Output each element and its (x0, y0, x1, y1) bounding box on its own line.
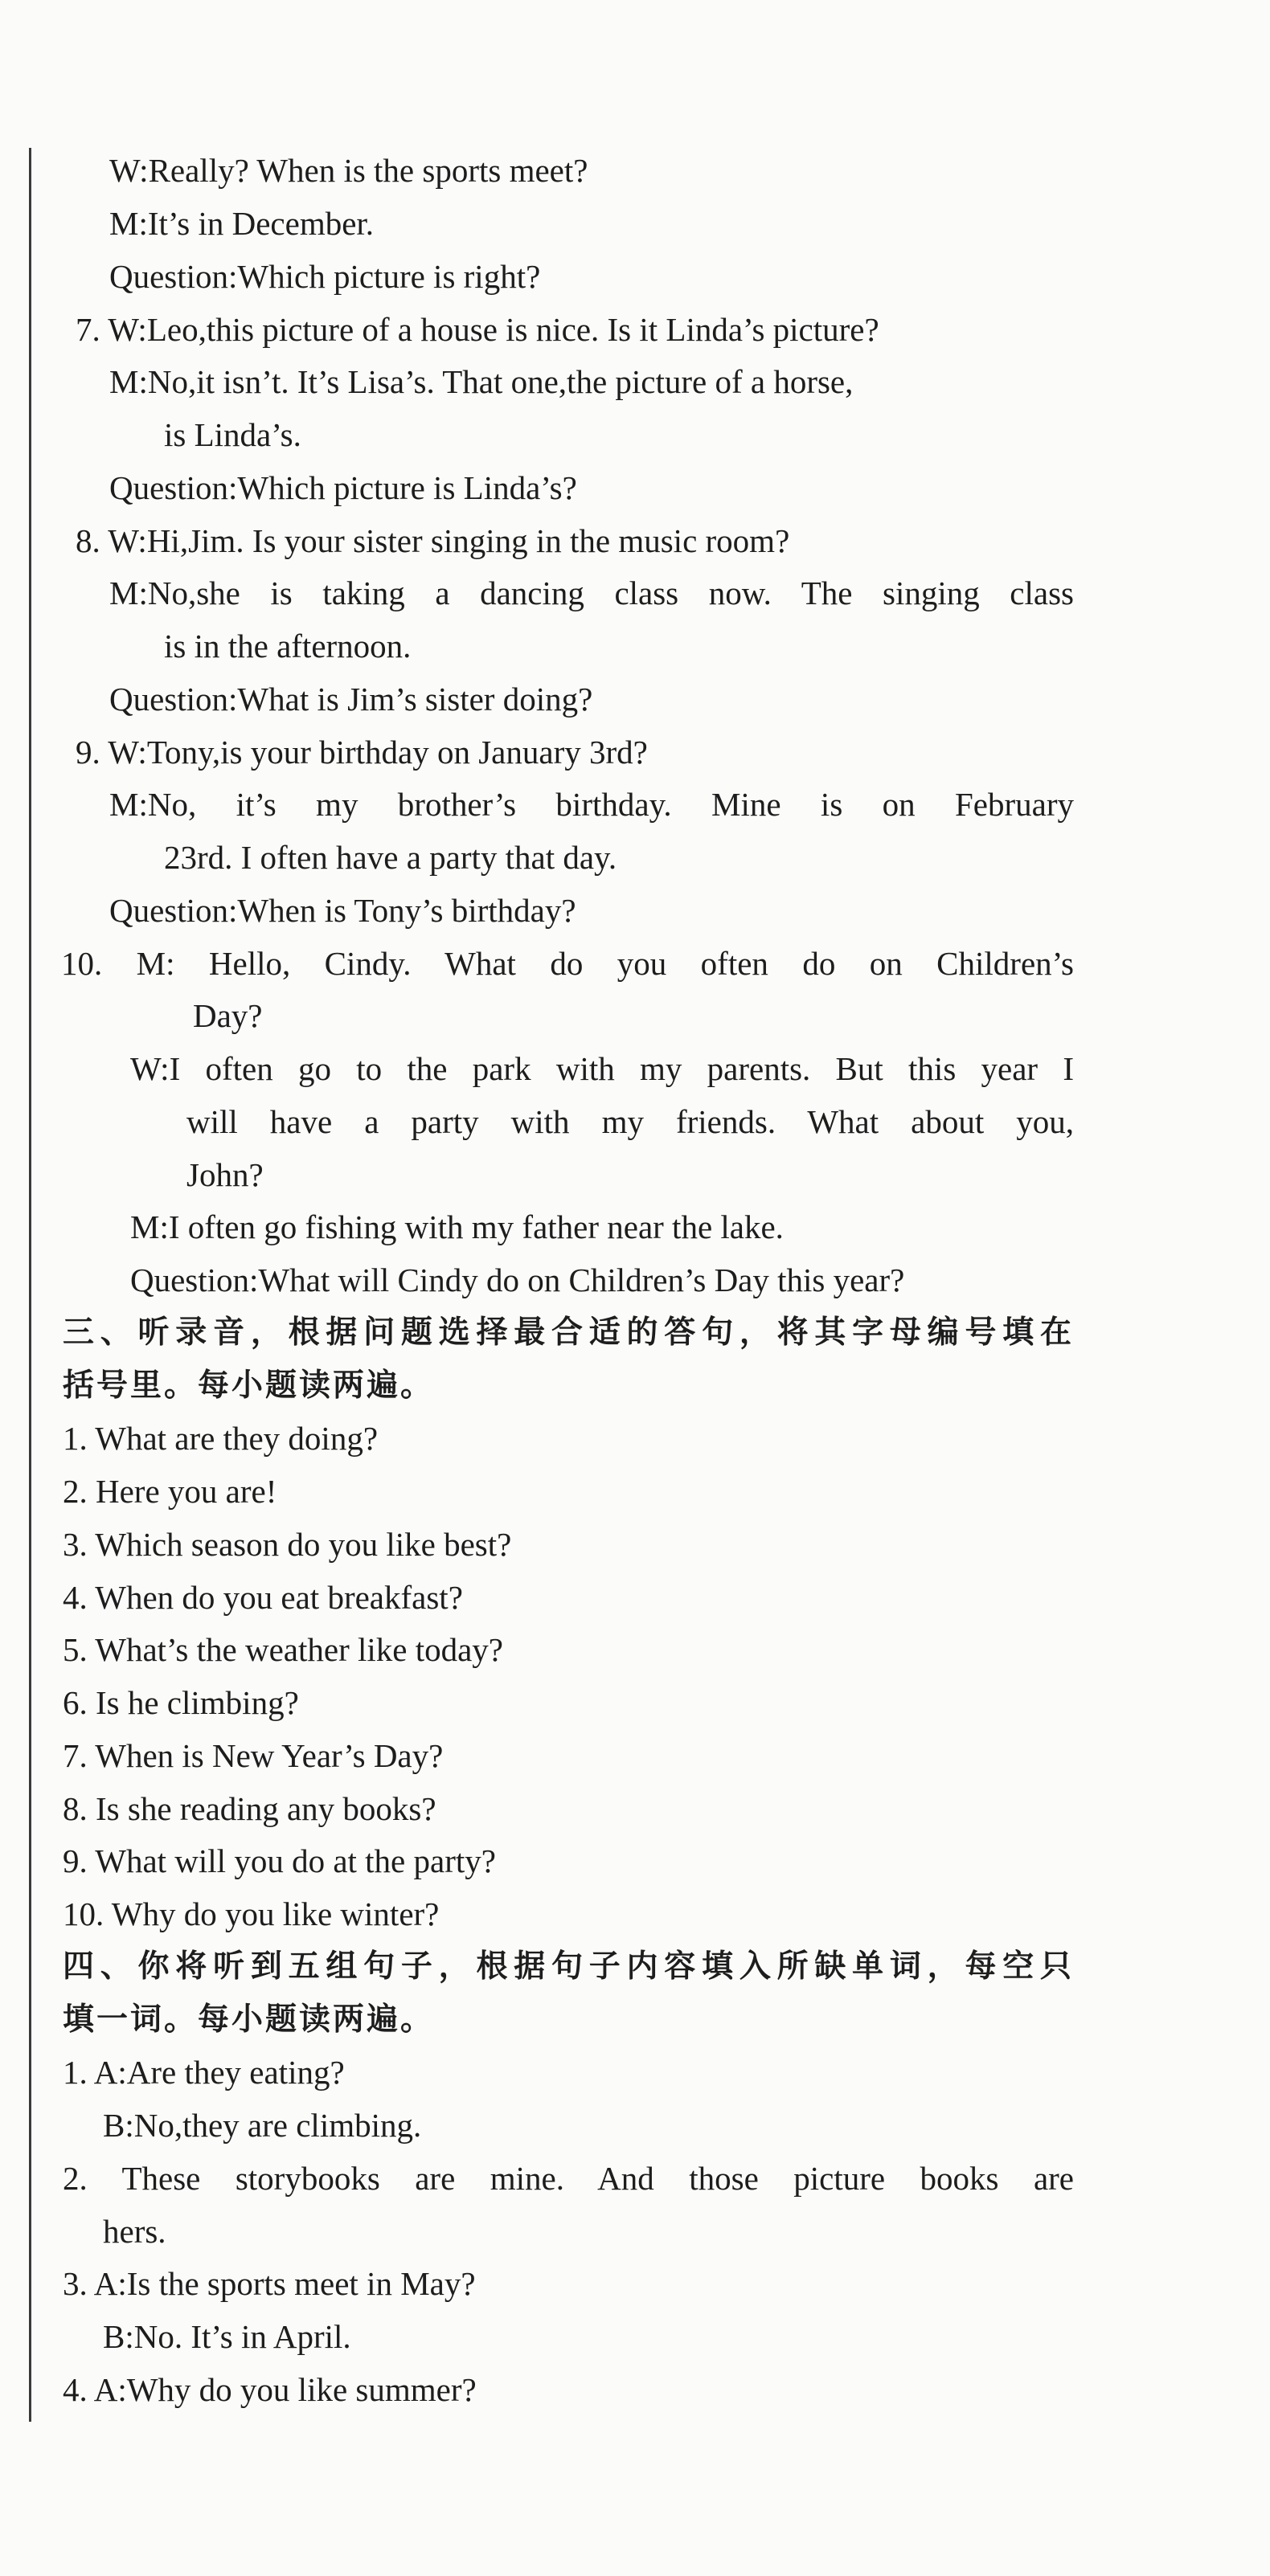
text-line: M:No, it’s my brother’s birthday. Mine is on February (109, 786, 1074, 823)
section-heading: 四、你将听到五组句子，根据句子内容填入所缺单词，每空只 (63, 1948, 1074, 1985)
text-line: M:I often go fishing with my father near the lake. (130, 1208, 784, 1245)
text-line: M:No,it isn’t. It’s Lisa’s. That one,the picture of a horse, (109, 363, 854, 400)
text-line: 1. What are they doing? (63, 1420, 379, 1457)
text-line: Question:When is Tony’s birthday? (109, 892, 576, 929)
text-line: hers. (103, 2213, 166, 2250)
text-line: M:It’s in December. (109, 205, 375, 242)
text-line: 10. Why do you like winter? (63, 1895, 440, 1932)
section-heading: 括号里。每小题读两遍。 (63, 1368, 435, 1404)
text-line: 8. Is she reading any books? (63, 1790, 436, 1827)
text-line: M:No,she is taking a dancing class now. The singing class (109, 574, 1074, 611)
text-line: B:No,they are climbing. (103, 2107, 422, 2144)
section-heading: 填一词。每小题读两遍。 (63, 2002, 435, 2038)
text-line: W:I often go to the park with my parents. But this year I (130, 1050, 1074, 1087)
text-line: John? (186, 1156, 264, 1193)
text-line: Question:Which picture is right? (109, 258, 541, 295)
text-line: 2. These storybooks are mine. And those picture books are (63, 2160, 1074, 2197)
text-line: will have a party with my friends. What about you, (186, 1103, 1074, 1140)
text-line: 2. Here you are! (63, 1473, 277, 1510)
text-line: W:Really? When is the sports meet? (109, 152, 588, 189)
text-line: is Linda’s. (164, 416, 301, 453)
margin-rule (29, 148, 31, 2422)
text-line: B:No. It’s in April. (103, 2318, 351, 2355)
text-line: Day? (193, 997, 263, 1034)
section-heading: 三、听录音，根据问题选择最合适的答句，将其字母编号填在 (63, 1315, 1074, 1351)
text-line: 3. Which season do you like best? (63, 1526, 512, 1563)
text-line: 10. M: Hello, Cindy. What do you often do on Children’s (61, 945, 1074, 982)
text-line: 7. W:Leo,this picture of a house is nice. Is it Linda’s picture? (76, 311, 879, 348)
text-line: is in the afternoon. (164, 628, 412, 664)
text-line: 1. A:Are they eating? (63, 2054, 345, 2091)
text-line: 3. A:Is the sports meet in May? (63, 2265, 476, 2302)
text-line: 9. W:Tony,is your birthday on January 3rd? (76, 734, 648, 771)
text-line: 9. What will you do at the party? (63, 1842, 496, 1879)
text-line: Question:Which picture is Linda’s? (109, 469, 577, 506)
text-line: 4. A:Why do you like summer? (63, 2371, 477, 2408)
text-line: Question:What will Cindy do on Children’s Day this year? (130, 1261, 905, 1298)
text-line: 23rd. I often have a party that day. (164, 839, 617, 876)
text-line: 6. Is he climbing? (63, 1684, 299, 1721)
text-line: 8. W:Hi,Jim. Is your sister singing in the music room? (76, 522, 790, 559)
text-line: 5. What’s the weather like today? (63, 1631, 503, 1668)
text-line: 7. When is New Year’s Day? (63, 1737, 444, 1774)
text-line: 4. When do you eat breakfast? (63, 1579, 463, 1616)
text-line: Question:What is Jim’s sister doing? (109, 681, 593, 718)
